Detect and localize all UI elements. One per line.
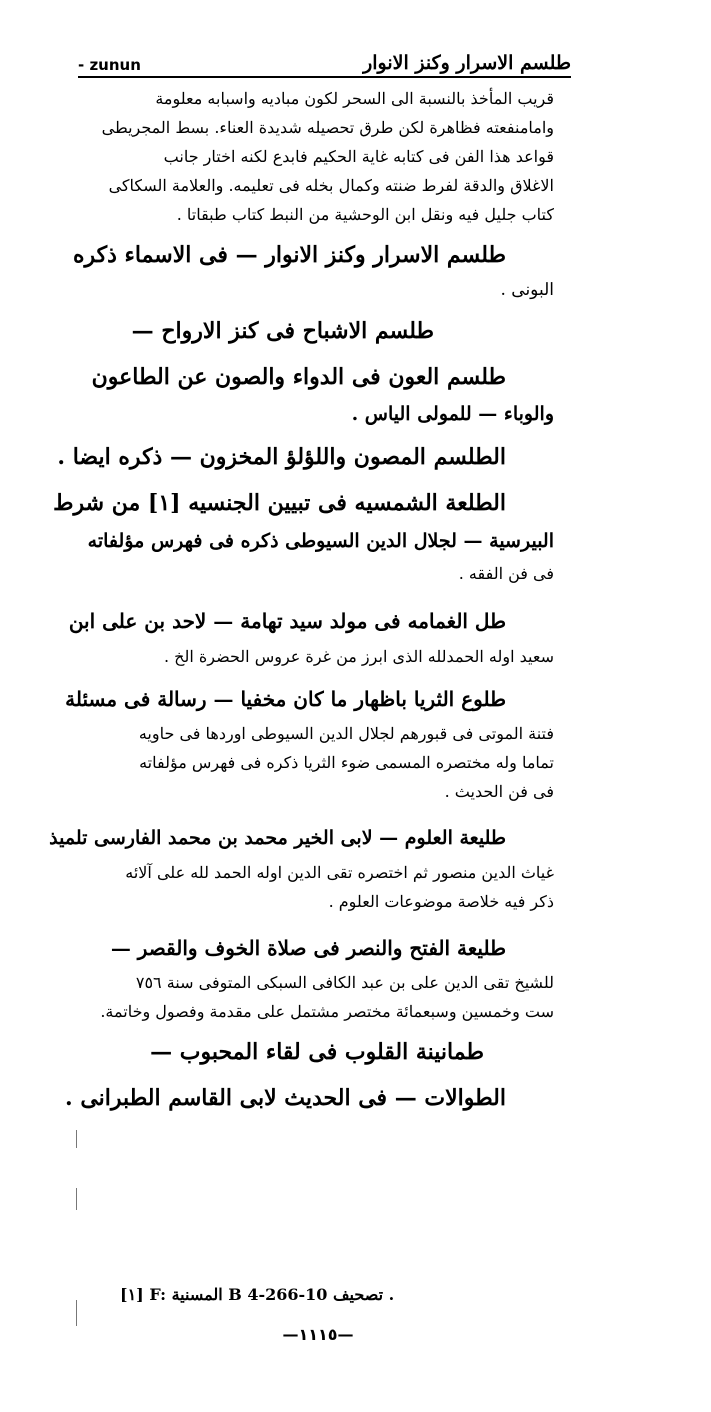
text-line: فى فن الفقه . (458, 564, 554, 583)
text-line: فتنة الموتى فى قبورهم لجلال الدين السيوطى اوردها فى حاويه (138, 724, 554, 743)
header-rule (78, 76, 571, 78)
entry-talaat-shamsiya (53, 483, 554, 589)
text-line: تماما وله مختصره المسمى ضوء الثريا ذكره فى فهرس مؤلفاته (139, 753, 554, 772)
entry-tulu-thurayya (65, 679, 554, 806)
entry-continuation (92, 84, 554, 229)
margin-mark (76, 1188, 77, 1210)
entry-heading: طمانينة القلوب فى لقاء المحبوب — (150, 1039, 484, 1065)
entry-talsam-asrar (72, 235, 554, 305)
entry-heading: طلسم الاشباح فى كنز الارواح — (131, 318, 434, 344)
entry-tiwalat (65, 1078, 554, 1118)
entry-tumanina-qulub (92, 1032, 554, 1072)
entry-talsam-awn (92, 357, 554, 431)
entry-heading: الطلعة الشمسيه فى تبيين الجنسيه [١] من شرط (53, 490, 506, 516)
footnote: [١] F: المسنية B 4-266-10 تصحيف . (120, 1285, 395, 1304)
page-number: —١١١٥— (282, 1325, 354, 1344)
text-body (49, 84, 554, 1118)
entry-talsam-masun (57, 437, 554, 477)
text-line: البيرسية — لجلال الدين السيوطى ذكره فى فهرس مؤلفاته (87, 530, 554, 552)
entry-talsam-ashbah (92, 311, 554, 351)
running-header (78, 40, 571, 74)
header-code: - zunun (78, 56, 141, 74)
margin-mark (76, 1130, 77, 1148)
text-line: الاغلاق والدقة لفرط ضنته وكمال بخله فى تعليمه. والعلامة السكاكى (108, 176, 554, 195)
entry-taliat-ulum (49, 818, 554, 916)
text-line: ذكر فيه خلاصة موضوعات العلوم . (328, 892, 554, 911)
entry-heading: طلوع الثريا باظهار ما كان مخفيا — رسالة فى مسئلة (65, 687, 506, 711)
entry-heading: الطلسم المصون واللؤلؤ المخزون — ذكره ايضا . (57, 444, 506, 470)
text-line: سعيد اوله الحمدلله الذى ابرز من غرة عروس الحضرة الخ . (163, 647, 554, 666)
header-title: طلسم الاسرار وكنز الانوار (363, 52, 571, 74)
text-line: والوباء — للمولى الياس . (351, 403, 554, 425)
text-line: ست وخمسين وسبعمائة مختصر مشتمل على مقدمة وفصول وخاتمة. (100, 1002, 554, 1021)
entry-heading: طلسم العون فى الدواء والصون عن الطاعون (91, 364, 506, 390)
text-line: للشيخ تقى الدين على بن عبد الكافى السبكى المتوفى سنة ٧٥٦ (135, 973, 554, 992)
text-line: كتاب جليل فيه ونقل ابن الوحشية من النبط كتاب طبقاتا . (176, 205, 554, 224)
text-line: فى فن الحديث . (444, 782, 554, 801)
entry-heading: الطوالات — فى الحديث لابى القاسم الطبرانى . (65, 1085, 506, 1111)
entry-heading: طلسم الاسرار وكنز الانوار — فى الاسماء ذكره (72, 242, 506, 268)
text-line: قريب المأخذ بالنسبة الى السحر لكون مباديه واسبابه معلومة (155, 89, 554, 108)
text-line: قواعد هذا الفن فى كتابه غاية الحكيم فابدع لكنه اختار جانب (163, 147, 554, 166)
entry-heading: طل الغمامه فى مولد سيد تهامة — لاحد بن على ابن (68, 609, 506, 633)
entry-taliat-fath (92, 928, 554, 1026)
entry-heading: طليعة العلوم — لابى الخير محمد بن محمد الفارسى تلميذ (49, 827, 506, 849)
entry-heading: طليعة الفتح والنصر فى صلاة الخوف والقصر — (110, 936, 506, 960)
entry-tall-ghamama (68, 601, 554, 673)
text-line: وامامنفعته فظاهرة لكن طرق تحصيله شديدة العناء. بسط المجريطى (101, 118, 554, 137)
margin-mark (76, 1300, 77, 1326)
text-line: غياث الدين منصور ثم اختصره تقى الدين اوله الحمد لله على آلائه (125, 863, 554, 882)
text-line: البونى . (500, 280, 554, 300)
